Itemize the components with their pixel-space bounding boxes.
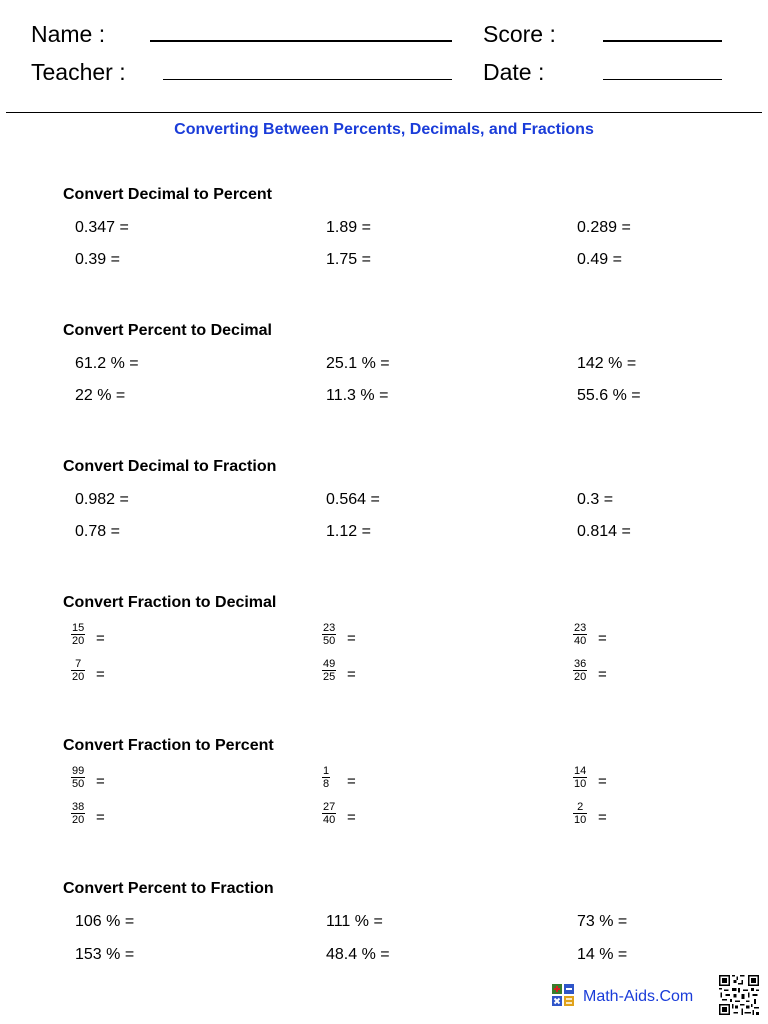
problem: 0.78 =: [75, 523, 120, 540]
problem: 0.3 =: [577, 491, 614, 508]
equals-sign: =: [96, 809, 105, 826]
problem: 1.89 =: [326, 219, 371, 236]
equals-sign: =: [347, 666, 356, 683]
problem: 0.39 =: [75, 251, 120, 268]
fraction: 7 20: [72, 658, 85, 683]
equals-sign: =: [598, 630, 607, 647]
fraction: 23 50: [323, 622, 336, 647]
problem: 0.289 =: [577, 219, 631, 236]
fraction: 36 20: [574, 658, 587, 683]
teacher-label: Teacher :: [31, 59, 126, 85]
problem: 73 % =: [577, 913, 628, 930]
equals-sign: =: [598, 773, 607, 790]
date-label: Date :: [483, 59, 545, 85]
problem: 0.347 =: [75, 219, 129, 236]
score-label: Score :: [483, 21, 556, 47]
score-line[interactable]: [603, 40, 722, 42]
problem: 48.4 % =: [326, 946, 390, 963]
header-divider: [6, 112, 762, 113]
section-heading: Convert Percent to Decimal: [63, 322, 272, 339]
problem: 111 % =: [326, 913, 383, 930]
equals-sign: =: [96, 666, 105, 683]
fraction: 27 40: [323, 801, 336, 826]
problem: 55.6 % =: [577, 387, 641, 404]
equals-sign: =: [347, 630, 356, 647]
name-line[interactable]: [150, 40, 452, 42]
section-heading: Convert Decimal to Percent: [63, 186, 272, 203]
fraction: 38 20: [72, 801, 85, 826]
fraction: 1 8: [323, 765, 330, 790]
section-heading: Convert Decimal to Fraction: [63, 458, 277, 475]
site-link[interactable]: Math-Aids.Com: [583, 988, 694, 1005]
worksheet-title: Converting Between Percents, Decimals, and Fractions: [174, 121, 594, 138]
math-aids-logo-icon: [552, 984, 574, 1006]
date-line[interactable]: [603, 79, 722, 80]
problem: 25.1 % =: [326, 355, 390, 372]
section-heading: Convert Fraction to Percent: [63, 737, 274, 754]
problem: 14 % =: [577, 946, 628, 963]
problem: 22 % =: [75, 387, 126, 404]
name-label: Name :: [31, 21, 106, 47]
fraction: 14 10: [574, 765, 587, 790]
fraction: 15 20: [72, 622, 85, 647]
problem: 11.3 % =: [326, 387, 389, 404]
section-heading: Convert Percent to Fraction: [63, 880, 274, 897]
problem: 61.2 % =: [75, 355, 139, 372]
problem: 0.814 =: [577, 523, 631, 540]
equals-sign: =: [598, 809, 607, 826]
problem: 142 % =: [577, 355, 637, 372]
problem: 106 % =: [75, 913, 135, 930]
problem: 0.49 =: [577, 251, 622, 268]
problem: 0.982 =: [75, 491, 129, 508]
equals-sign: =: [347, 809, 356, 826]
fraction: 2 10: [574, 801, 587, 826]
fraction: 99 50: [72, 765, 85, 790]
fraction: 49 25: [323, 658, 336, 683]
fraction: 23 40: [574, 622, 587, 647]
problem: 153 % =: [75, 946, 135, 963]
equals-sign: =: [96, 630, 105, 647]
problem: 1.12 =: [326, 523, 371, 540]
problem: 1.75 =: [326, 251, 371, 268]
teacher-line[interactable]: [163, 79, 452, 80]
equals-sign: =: [96, 773, 105, 790]
section-heading: Convert Fraction to Decimal: [63, 594, 277, 611]
equals-sign: =: [598, 666, 607, 683]
equals-sign: =: [347, 773, 356, 790]
problem: 0.564 =: [326, 491, 380, 508]
qr-code-icon: [719, 975, 759, 1015]
